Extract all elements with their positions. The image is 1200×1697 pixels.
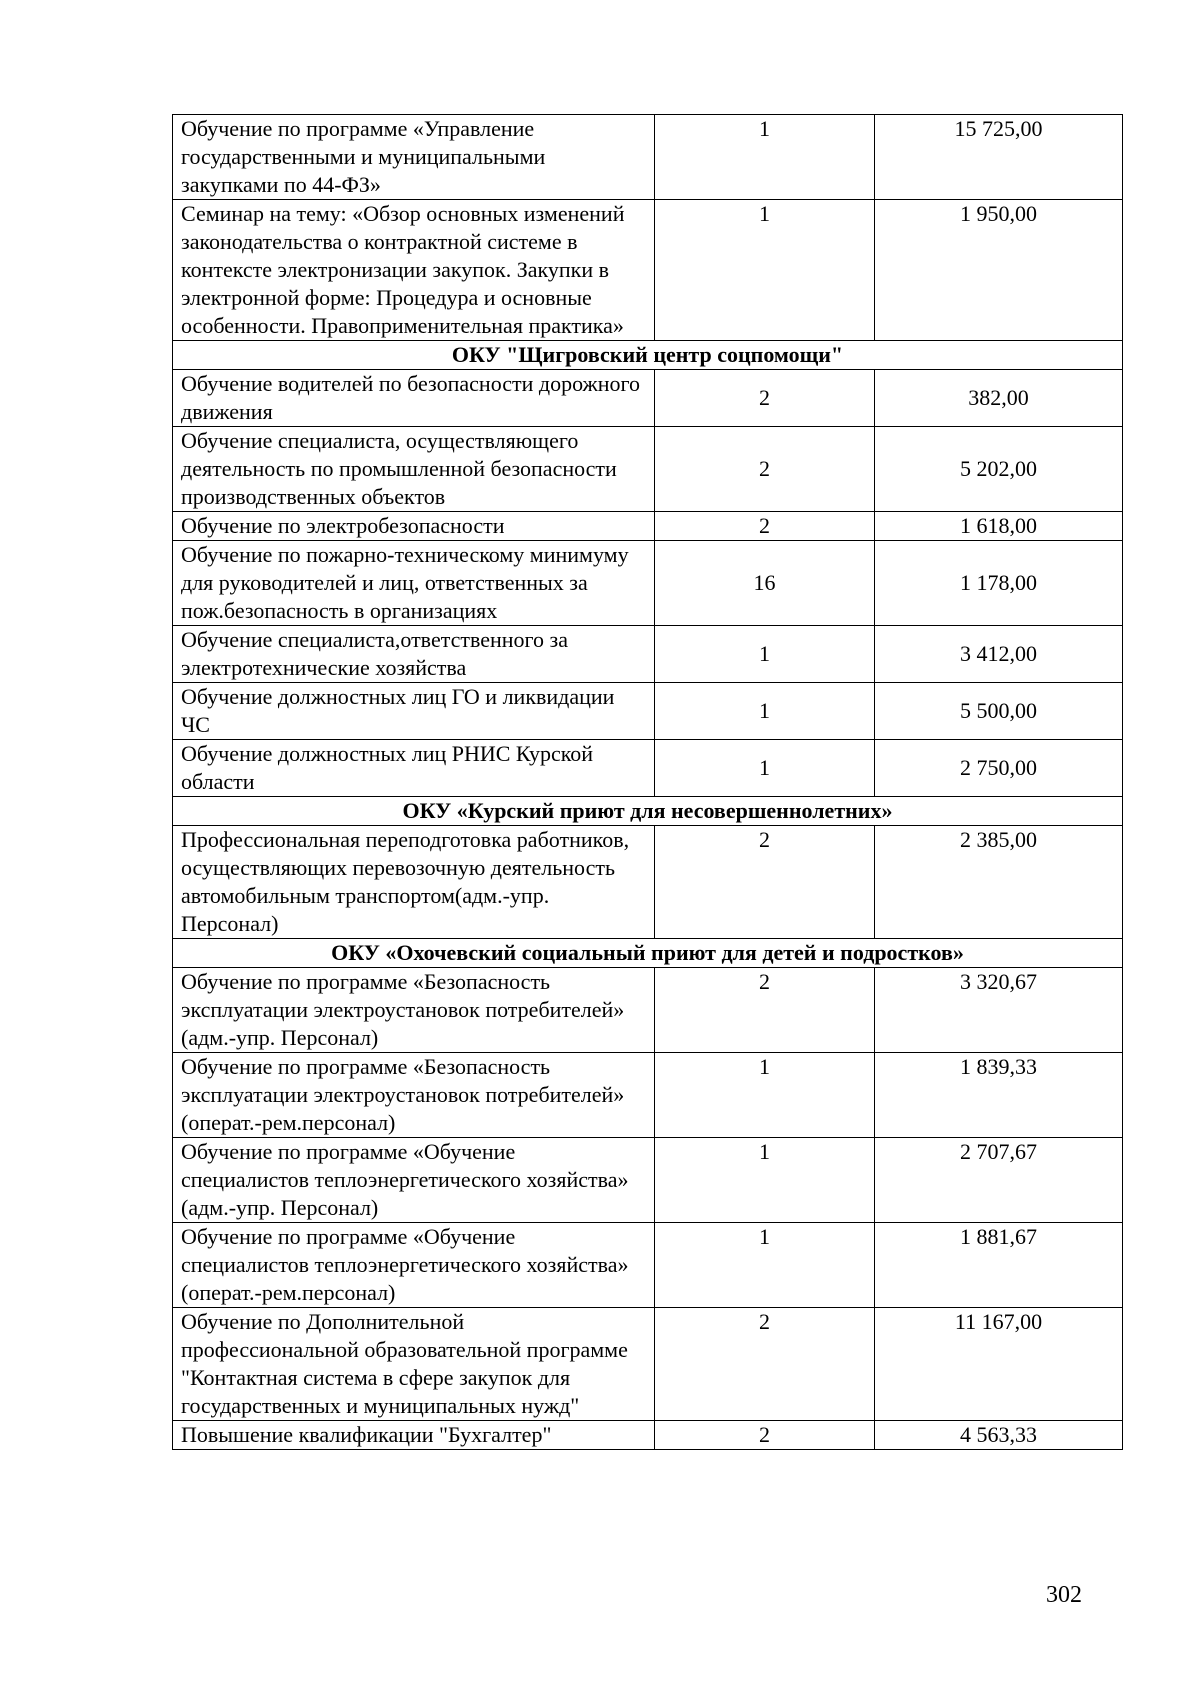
course-name-cell: Обучение по программе «Обучение специалистов теплоэнергетического хозяйства» (адм.-упр. Персонал) [173, 1138, 655, 1223]
cost-amount-cell: 2 385,00 [875, 826, 1123, 939]
participant-count-cell: 1 [655, 200, 875, 341]
participant-count-cell: 2 [655, 512, 875, 541]
course-name-cell: Обучение по программе «Безопасность эксплуатации электроустановок потребителей» (операт.-рем.персонал) [173, 1053, 655, 1138]
cost-amount-cell: 4 563,33 [875, 1421, 1123, 1450]
course-name-cell: Семинар на тему: «Обзор основных изменений законодательства о контрактной системе в контексте электронизации закупок. Закупки в электронной форме: Процедура и основные особенности. Правоприменительная практика» [173, 200, 655, 341]
participant-count-cell: 1 [655, 1053, 875, 1138]
cost-amount-cell: 5 202,00 [875, 427, 1123, 512]
table-row [173, 1308, 1123, 1421]
cost-amount-cell: 1 178,00 [875, 541, 1123, 626]
table-row [173, 541, 1123, 626]
table-row [173, 1223, 1123, 1308]
section-title: ОКУ «Курский приют для несовершеннолетних» [173, 797, 1123, 826]
table-row [173, 626, 1123, 683]
course-name-cell: Обучение по программе «Управление государственными и муниципальными закупками по 44-ФЗ» [173, 115, 655, 200]
course-name-cell: Обучение должностных лиц РНИС Курской области [173, 740, 655, 797]
section-title: ОКУ "Щигровский центр соцпомощи" [173, 341, 1123, 370]
table-row [173, 683, 1123, 740]
section-header-row [173, 797, 1123, 826]
participant-count-cell: 16 [655, 541, 875, 626]
course-name-cell: Обучение специалиста,ответственного за электротехнические хозяйства [173, 626, 655, 683]
course-name-cell: Обучение по программе «Обучение специалистов теплоэнергетического хозяйства» (операт.-рем.персонал) [173, 1223, 655, 1308]
course-name-cell: Обучение должностных лиц ГО и ликвидации ЧС [173, 683, 655, 740]
section-header-row [173, 341, 1123, 370]
course-name-cell: Обучение по электробезопасности [173, 512, 655, 541]
participant-count-cell: 1 [655, 683, 875, 740]
course-name-cell: Обучение специалиста, осуществляющего деятельность по промышленной безопасности производственных объектов [173, 427, 655, 512]
section-header-row [173, 939, 1123, 968]
table-row [173, 1421, 1123, 1450]
section-title: ОКУ «Охочевский социальный приют для детей и подростков» [173, 939, 1123, 968]
participant-count-cell: 2 [655, 1421, 875, 1450]
participant-count-cell: 1 [655, 626, 875, 683]
course-name-cell: Обучение по программе «Безопасность эксплуатации электроустановок потребителей» (адм.-упр. Персонал) [173, 968, 655, 1053]
table-row [173, 968, 1123, 1053]
table-row [173, 512, 1123, 541]
cost-amount-cell: 3 320,67 [875, 968, 1123, 1053]
participant-count-cell: 2 [655, 826, 875, 939]
table-row [173, 115, 1123, 200]
table-body [173, 115, 1123, 1450]
table-row [173, 200, 1123, 341]
participant-count-cell: 2 [655, 1308, 875, 1421]
cost-amount-cell: 3 412,00 [875, 626, 1123, 683]
course-name-cell: Обучение водителей по безопасности дорожного движения [173, 370, 655, 427]
cost-amount-cell: 11 167,00 [875, 1308, 1123, 1421]
cost-amount-cell: 15 725,00 [875, 115, 1123, 200]
cost-amount-cell: 5 500,00 [875, 683, 1123, 740]
course-name-cell: Обучение по пожарно-техническому минимуму для руководителей и лиц, ответственных за пож.безопасность в организациях [173, 541, 655, 626]
participant-count-cell: 2 [655, 968, 875, 1053]
course-name-cell: Обучение по Дополнительной профессиональной образовательной программе "Контактная система в сфере закупок для государственных и муниципальных нужд" [173, 1308, 655, 1421]
cost-amount-cell: 1 839,33 [875, 1053, 1123, 1138]
course-name-cell: Профессиональная переподготовка работников, осуществляющих перевозочную деятельность автомобильным транспортом(адм.-упр. Персонал) [173, 826, 655, 939]
cost-amount-cell: 2 707,67 [875, 1138, 1123, 1223]
page-number: 302 [1046, 1582, 1082, 1608]
participant-count-cell: 2 [655, 370, 875, 427]
participant-count-cell: 1 [655, 1223, 875, 1308]
cost-amount-cell: 2 750,00 [875, 740, 1123, 797]
table-row [173, 740, 1123, 797]
participant-count-cell: 1 [655, 1138, 875, 1223]
participant-count-cell: 1 [655, 740, 875, 797]
participant-count-cell: 1 [655, 115, 875, 200]
table-row [173, 427, 1123, 512]
table-row [173, 826, 1123, 939]
training-costs-table [172, 114, 1123, 1450]
cost-amount-cell: 1 881,67 [875, 1223, 1123, 1308]
cost-amount-cell: 382,00 [875, 370, 1123, 427]
course-name-cell: Повышение квалификации "Бухгалтер" [173, 1421, 655, 1450]
table-row [173, 370, 1123, 427]
participant-count-cell: 2 [655, 427, 875, 512]
cost-amount-cell: 1 950,00 [875, 200, 1123, 341]
table-row [173, 1053, 1123, 1138]
cost-amount-cell: 1 618,00 [875, 512, 1123, 541]
table-row [173, 1138, 1123, 1223]
